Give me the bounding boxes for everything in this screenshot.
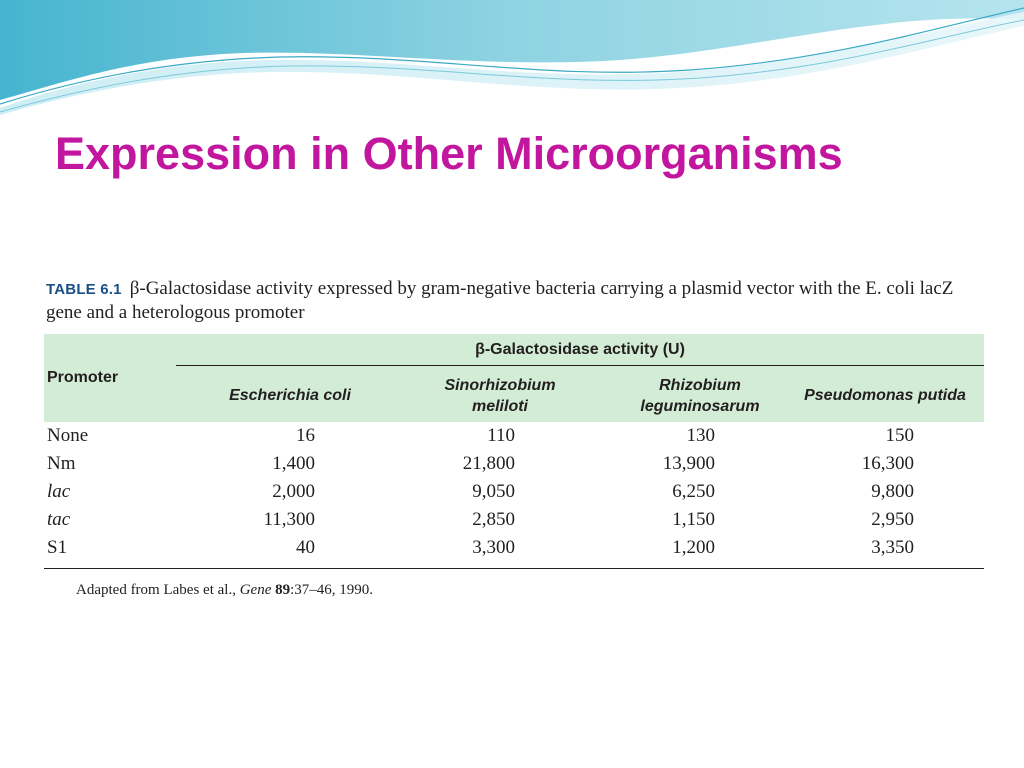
- activity-group-header: β-Galactosidase activity (U): [475, 341, 685, 358]
- value-cell: 2,950: [871, 509, 914, 530]
- value-cell: 1,150: [672, 509, 715, 530]
- promoter-cell: S1: [47, 537, 68, 558]
- value-cell: 1,400: [272, 453, 315, 474]
- activity-header-rule: [176, 365, 984, 366]
- table-row: [40, 535, 985, 563]
- promoter-cell: None: [47, 425, 89, 446]
- source-note: [76, 582, 373, 599]
- table-bottom-rule: [44, 568, 984, 569]
- column-header-escherichia-coli: Escherichia coli: [229, 387, 351, 404]
- value-cell: 3,350: [871, 537, 914, 558]
- table-row: [40, 423, 985, 451]
- header-wave-decoration: [0, 0, 1024, 120]
- table-row: [40, 507, 985, 535]
- table-row: [40, 479, 985, 507]
- source-volume: 89: [275, 582, 291, 598]
- value-cell: 16,300: [861, 453, 914, 474]
- value-cell: 16: [296, 425, 315, 446]
- table-row: [40, 451, 985, 479]
- value-cell: 2,000: [272, 481, 315, 502]
- source-prefix: Adapted from Labes et al.,: [76, 582, 240, 598]
- value-cell: 130: [686, 425, 715, 446]
- value-cell: 13,900: [662, 453, 715, 474]
- promoter-column-header: Promoter: [47, 369, 119, 386]
- value-cell: 3,300: [472, 537, 515, 558]
- table-caption-text: β-Galactosidase activity expressed by gram-negative bacteria carrying a plasmid vector with the E. coli lacZ gene and a heterologous promoter: [46, 278, 954, 323]
- source-suffix: :37–46, 1990.: [290, 582, 374, 598]
- value-cell: 21,800: [462, 453, 515, 474]
- value-cell: 1,200: [672, 537, 715, 558]
- value-cell: 40: [296, 537, 315, 558]
- promoter-cell: tac: [47, 509, 71, 530]
- value-cell: 9,050: [472, 481, 515, 502]
- value-cell: 6,250: [672, 481, 715, 502]
- value-cell: 150: [885, 425, 914, 446]
- column-header-rhizobium-leguminosarum: Rhizobium leguminosarum: [640, 376, 760, 415]
- source-journal: Gene: [239, 582, 272, 598]
- column-header-sinorhizobium-meliloti: Sinorhizobium meliloti: [444, 376, 556, 415]
- column-header-pseudomonas-putida: Pseudomonas putida: [804, 387, 966, 404]
- slide-title: Expression in Other Microorganisms: [55, 128, 843, 179]
- table-caption: [46, 277, 976, 324]
- table-figure: [40, 268, 990, 613]
- value-cell: 2,850: [472, 509, 515, 530]
- value-cell: 110: [487, 425, 515, 446]
- table-label: TABLE 6.1: [46, 281, 122, 298]
- promoter-cell: Nm: [47, 453, 76, 474]
- value-cell: 11,300: [263, 509, 315, 530]
- promoter-cell: lac: [47, 481, 71, 502]
- value-cell: 9,800: [871, 481, 914, 502]
